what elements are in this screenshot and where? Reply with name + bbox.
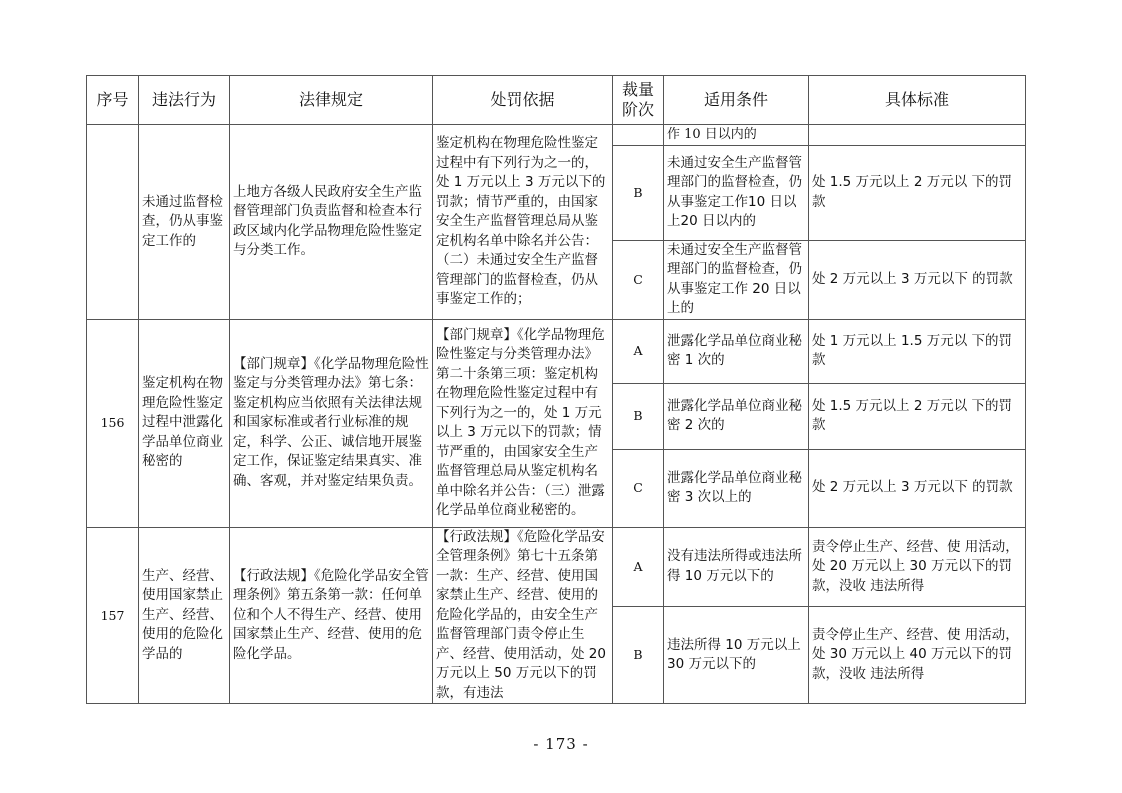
seq-cell xyxy=(87,125,139,320)
basis-cell: 【行政法规】《危险化学品安全管理条例》第七十五条第一款：生产、经营、使用国家禁止生产、经营、使用的危险化学品的，由安全生产监督管理部门责令停止生产、经营、使用活动，处 20 万元以上 50 万元以下的罚款，有违法 xyxy=(433,527,613,704)
seq-cell: 156 xyxy=(87,319,139,527)
condition-cell: 未通过安全生产监督管理部门的监督检查，仍从事鉴定工作 20 日以上的 xyxy=(664,240,809,319)
standard-cell: 责令停止生产、经营、使 用活动，处 20 万元以上 30 万元以下的罚款，没收 违法所得 xyxy=(809,527,1026,607)
standard-cell: 处 1.5 万元以上 2 万元以 下的罚款 xyxy=(809,145,1026,240)
condition-cell: 未通过安全生产监督管理部门的监督检查，仍从事鉴定工作10 日以上20 日以内的 xyxy=(664,145,809,240)
table-row xyxy=(87,527,1026,607)
standard-cell: 处 2 万元以上 3 万元以下 的罚款 xyxy=(809,240,1026,319)
header-seq: 序号 xyxy=(87,76,139,125)
header-violation: 违法行为 xyxy=(139,76,230,125)
header-condition: 适用条件 xyxy=(664,76,809,125)
violation-cell: 生产、经营、使用国家禁止生产、经营、使用的危险化学品的 xyxy=(139,527,230,704)
header-standard: 具体标准 xyxy=(809,76,1026,125)
law-cell: 上地方各级人民政府安全生产监督管理部门负责监督和检查本行政区域内化学品物理危险性鉴定与分类工作。 xyxy=(230,125,433,320)
header-basis: 处罚依据 xyxy=(433,76,613,125)
header-row xyxy=(87,76,1026,125)
standard-cell: 处 1 万元以上 1.5 万元以 下的罚款 xyxy=(809,319,1026,383)
basis-cell: 鉴定机构在物理危险性鉴定过程中有下列行为之一的，处 1 万元以上 3 万元以下的罚款；情节严重的，由国家安全生产监督管理总局从鉴定机构名单中除名并公告：（二）未通过安全生产监督管理部门的监督检查，仍从事鉴定工作的； xyxy=(433,125,613,320)
penalty-table xyxy=(86,75,1026,704)
standard-cell: 处 2 万元以上 3 万元以下 的罚款 xyxy=(809,449,1026,527)
law-cell: 【行政法规】《危险化学品安全管理条例》第五条第一款：任何单位和个人不得生产、经营、使用国家禁止生产、经营、使用的危险化学品。 xyxy=(230,527,433,704)
header-level: 裁量阶次 xyxy=(613,76,664,125)
condition-cell: 泄露化学品单位商业秘密 3 次以上的 xyxy=(664,449,809,527)
level-cell: B xyxy=(613,383,664,449)
level-cell: B xyxy=(613,145,664,240)
standard-cell xyxy=(809,125,1026,146)
level-cell: A xyxy=(613,319,664,383)
table-row xyxy=(87,125,1026,146)
condition-cell: 没有违法所得或违法所得 10 万元以下的 xyxy=(664,527,809,607)
violation-cell: 未通过监督检查，仍从事鉴定工作的 xyxy=(139,125,230,320)
standard-cell: 责令停止生产、经营、使 用活动，处 30 万元以上 40 万元以下的罚款，没收 违法所得 xyxy=(809,607,1026,704)
level-cell: A xyxy=(613,527,664,607)
level-cell: B xyxy=(613,607,664,704)
standard-cell: 处 1.5 万元以上 2 万元以 下的罚款 xyxy=(809,383,1026,449)
level-cell xyxy=(613,125,664,146)
level-cell: C xyxy=(613,240,664,319)
page-number: - 173 - xyxy=(533,735,589,753)
seq-cell: 157 xyxy=(87,527,139,704)
level-cell: C xyxy=(613,449,664,527)
violation-cell: 鉴定机构在物理危险性鉴定过程中泄露化学品单位商业秘密的 xyxy=(139,319,230,527)
condition-cell: 作 10 日以内的 xyxy=(664,125,809,146)
basis-cell: 【部门规章】《化学品物理危险性鉴定与分类管理办法》第二十条第三项：鉴定机构在物理危险性鉴定过程中有下列行为之一的，处 1 万元以上 3 万元以下的罚款；情节严重的，由国家安全生产监督管理总局从鉴定机构名单中除名并公告：（三）泄露化学品单位商业秘密的。 xyxy=(433,319,613,527)
condition-cell: 泄露化学品单位商业秘密 1 次的 xyxy=(664,319,809,383)
condition-cell: 泄露化学品单位商业秘密 2 次的 xyxy=(664,383,809,449)
header-law: 法律规定 xyxy=(230,76,433,125)
table-row xyxy=(87,319,1026,383)
condition-cell: 违法所得 10 万元以上 30 万元以下的 xyxy=(664,607,809,704)
law-cell: 【部门规章】《化学品物理危险性鉴定与分类管理办法》第七条：鉴定机构应当依照有关法律法规和国家标准或者行业标准的规定，科学、公正、诚信地开展鉴定工作，保证鉴定结果真实、准确、客观，并对鉴定结果负责。 xyxy=(230,319,433,527)
